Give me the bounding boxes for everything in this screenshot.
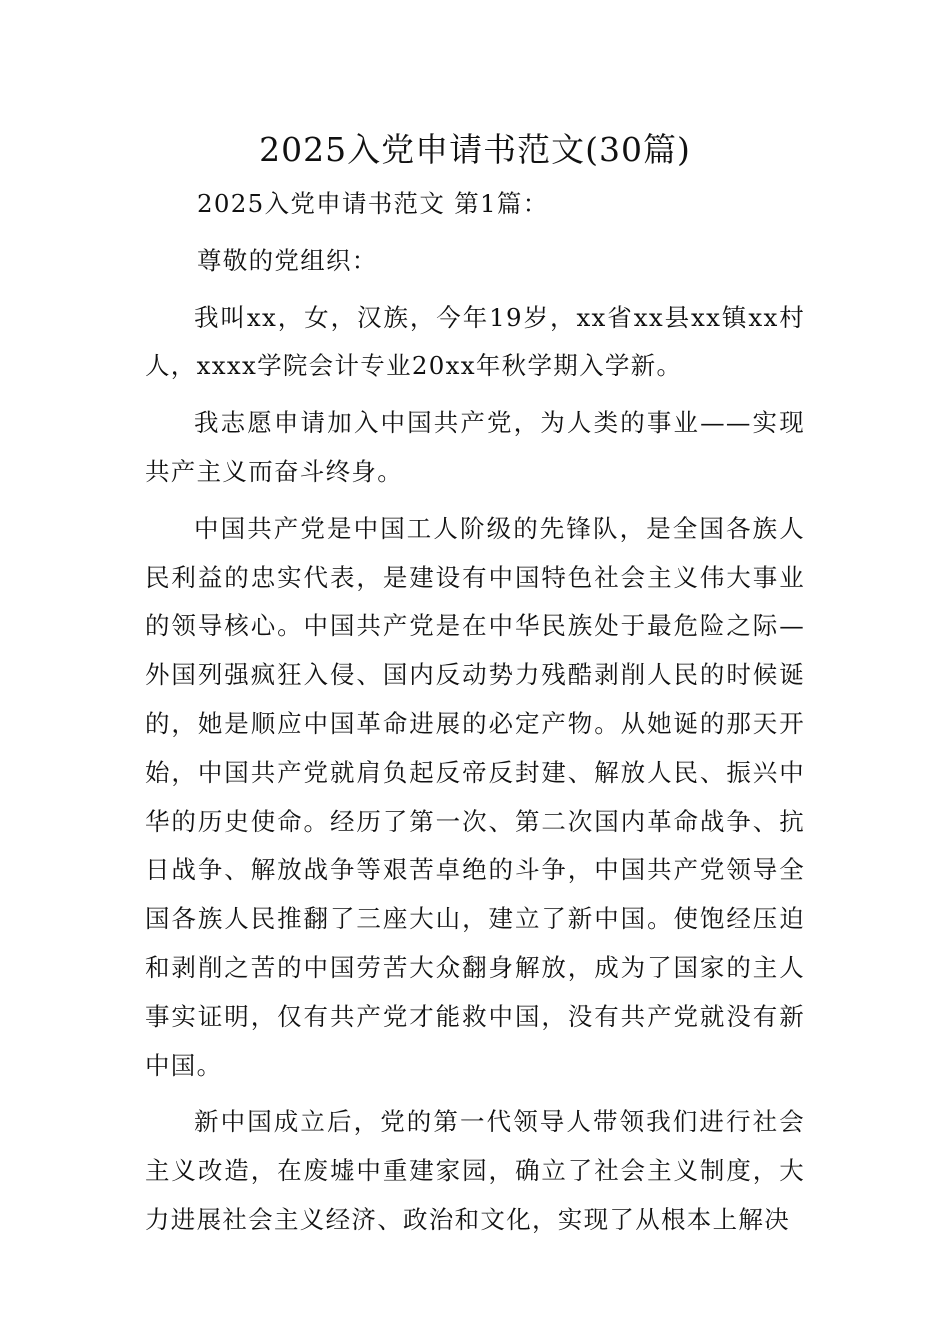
salutation: 尊敬的党组织： — [197, 245, 378, 275]
paragraph-new-china: 新中国成立后，党的第一代领导人带领我们进行社会主义改造，在废墟中重建家园，确立了社会主义制度，大力进展社会主义经济、政治和文化，实现了从根本上解决 — [145, 1107, 805, 1234]
paragraph-aspiration: 我志愿申请加入中国共产党，为人类的事业——实现共产主义而奋斗终身。 — [145, 408, 805, 486]
paragraph-party-history: 中国共产党是中国工人阶级的先锋队，是全国各族人民利益的忠实代表，是建设有中国特色社会主义伟大事业的领导核心。中国共产党是在中华民族处于最危险之际—外国列强疯狂入侵、国内反动势力残酷剥削人民的时候诞的，她是顺应中国革命进展的必定产物。从她诞的那天开始，中国共产党就肩负起反帝反封建、解放人民、振兴中华的历史使命。经历了第一次、第二次国内革命战争、抗日战争、解放战争等艰苦卓绝的斗争，中国共产党领导全国各族人民推翻了三座大山，建立了新中国。使饱经压迫和剥削之苦的中国劳苦大众翻身解放，成为了国家的主人事实证明，仅有共产党才能救中国，没有共产党就没有新中国。 — [145, 513, 805, 1080]
spacer — [145, 286, 805, 294]
section-heading: 2025入党申请书范文 第1篇： — [197, 189, 549, 218]
spacer — [145, 1090, 805, 1098]
document-title: 2025入党申请书范文(30篇) — [259, 130, 691, 169]
paragraph-intro: 我叫xx，女，汉族，今年19岁，xx省xx县xx镇xx村人，xxxx学院会计专业20xx年秋学期入学新。 — [145, 302, 805, 381]
document-body — [145, 180, 805, 1245]
spacer — [145, 229, 805, 237]
spacer — [145, 391, 805, 399]
spacer — [145, 497, 805, 505]
